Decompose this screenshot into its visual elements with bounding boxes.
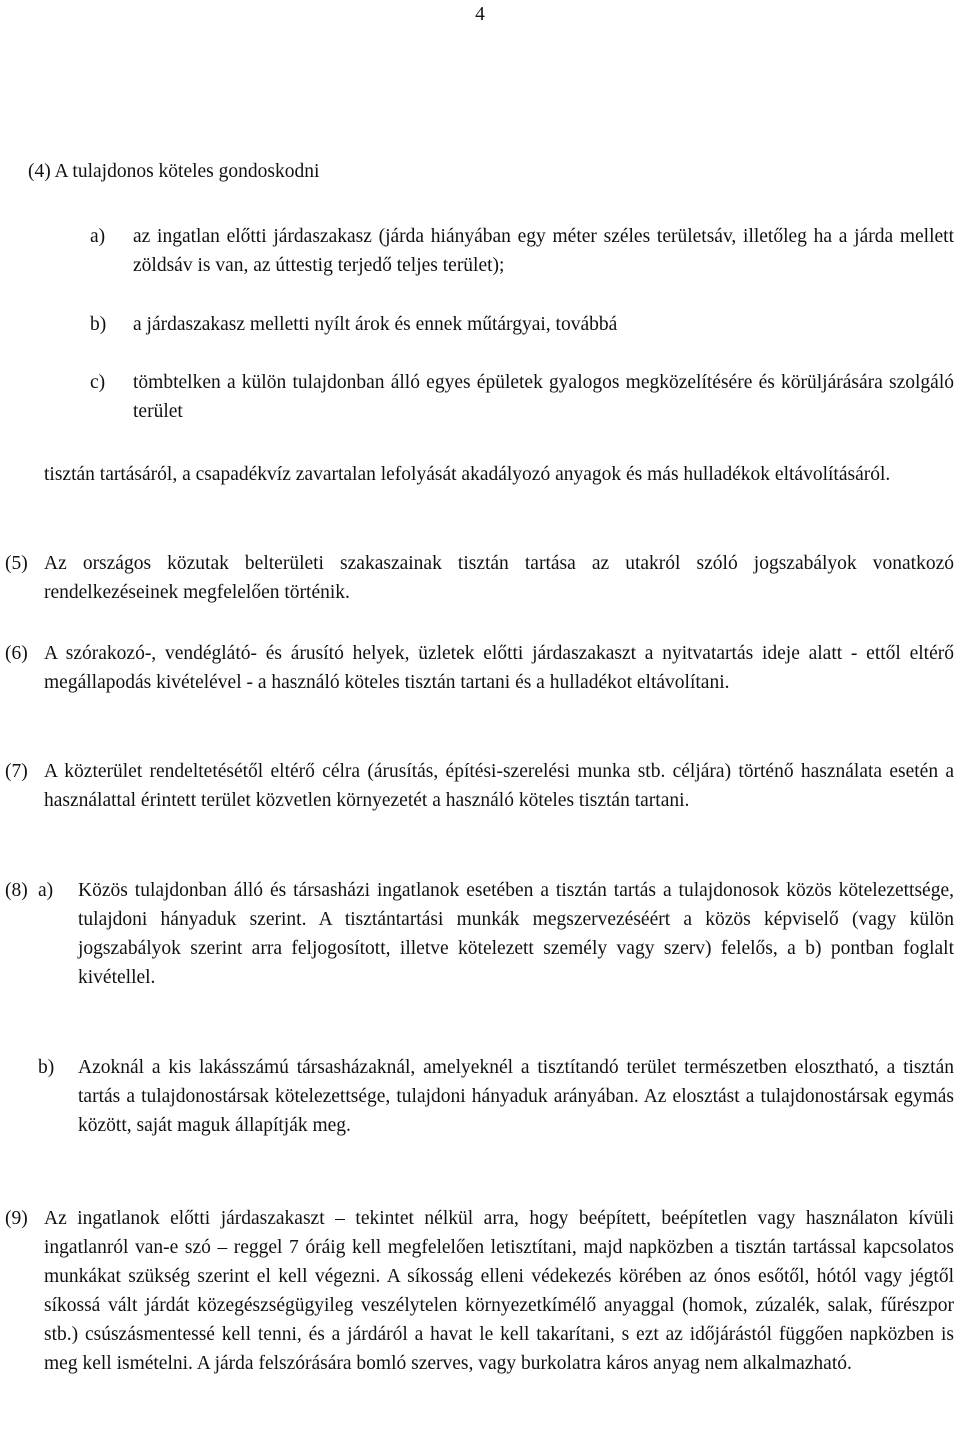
item-8a-label: a) xyxy=(38,880,54,901)
item-8b-label: b) xyxy=(38,1057,55,1078)
item-b-text: a járdaszakasz melletti nyílt árok és ennek műtárgyai, továbbá xyxy=(133,314,618,335)
paragraph-5-label: (5) xyxy=(5,553,28,574)
paragraph-7-text: A közterület rendeltetésétől eltérő célra (árusítás, építési-szerelési munka stb. céljára) történő használata esetén a használattal érintett terület közvetlen környezetét a használó köteles tisztán tartani. xyxy=(44,761,954,811)
paragraph-5-text: Az országos közutak belterületi szakaszainak tisztán tartása az utakról szóló jogszabályok vonatkozó rendelkezéseinek megfelelően történik. xyxy=(44,553,954,603)
item-c-text: tömbtelken a külön tulajdonban álló egyes épületek gyalogos megközelítésére és körüljárására szolgáló terület xyxy=(133,372,954,422)
item-b-label: b) xyxy=(90,314,107,335)
item-8b-text: Azoknál a kis lakásszámú társasházaknál, amelyeknél a tisztítandó terület természetben elosztható, a tisztán tartás a tulajdonostársak kötelezettsége, tulajdoni hányaduk arányában. Az elosztást a tulajdonostársak egymás között, saját maguk állapítják meg. xyxy=(78,1057,954,1136)
paragraph-4-intro: (4) A tulajdonos köteles gondoskodni xyxy=(28,161,320,182)
item-8a-text: Közös tulajdonban álló és társasházi ingatlanok esetében a tisztán tartás a tulajdonosok közös kötelezettsége, tulajdoni hányaduk szerint. A tisztántartási munkák megszervezéséért a közös képviselő (vagy külön jogszabályok szerint arra feljogosított, illetve kötelezett személy vagy szerv) felelős, a b) pontban foglalt kivétellel. xyxy=(78,880,954,988)
item-a-text: az ingatlan előtti járdaszakasz (járda hiányában egy méter széles területsáv, illetőleg ha a járda mellett zöldsáv is van, az úttestig terjedő teljes terület); xyxy=(133,226,954,276)
paragraph-8-label: (8) xyxy=(5,880,28,901)
item-c-label: c) xyxy=(90,372,106,393)
paragraph-7-label: (7) xyxy=(5,761,28,782)
page-number: 4 xyxy=(475,4,485,25)
paragraph-9-text: Az ingatlanok előtti járdaszakaszt – tekintet nélkül arra, hogy beépített, beépítetlen vagy használaton kívüli ingatlanról van-e szó – reggel 7 óráig kell megfelelően letisztítani, majd napközben a tisztán tartással kapcsolatos munkákat szükség szerint el kell végezni. A síkosság elleni védekezés körében az ónos esőtől, hótól vagy jégtől síkossá vált járdát közegészségügyileg veszélytelen környezetkímélő anyaggal (homok, zúzalék, salak, fűrészpor stb.) csúszásmentessé kell tenni, és a járdáról a havat le kell takarítani, s ezt az időjárástól függően napközben is meg kell ismételni. A járda felszórására bomló szerves, vagy burkolatra káros anyag nem alkalmazható. xyxy=(44,1208,954,1374)
paragraph-6-text: A szórakozó-, vendéglátó- és árusító helyek, üzletek előtti járdaszakaszt a nyitvatartás ideje alatt - ettől eltérő megállapodás kivételével - a használó köteles tisztán tartani és a hulladékot eltávolítani. xyxy=(44,643,954,693)
paragraph-9-label: (9) xyxy=(5,1208,28,1229)
paragraph-6-label: (6) xyxy=(5,643,28,664)
item-a-label: a) xyxy=(90,226,106,247)
paragraph-4-closing: tisztán tartásáról, a csapadékvíz zavartalan lefolyását akadályozó anyagok és más hulladékok eltávolításáról. xyxy=(44,464,891,485)
